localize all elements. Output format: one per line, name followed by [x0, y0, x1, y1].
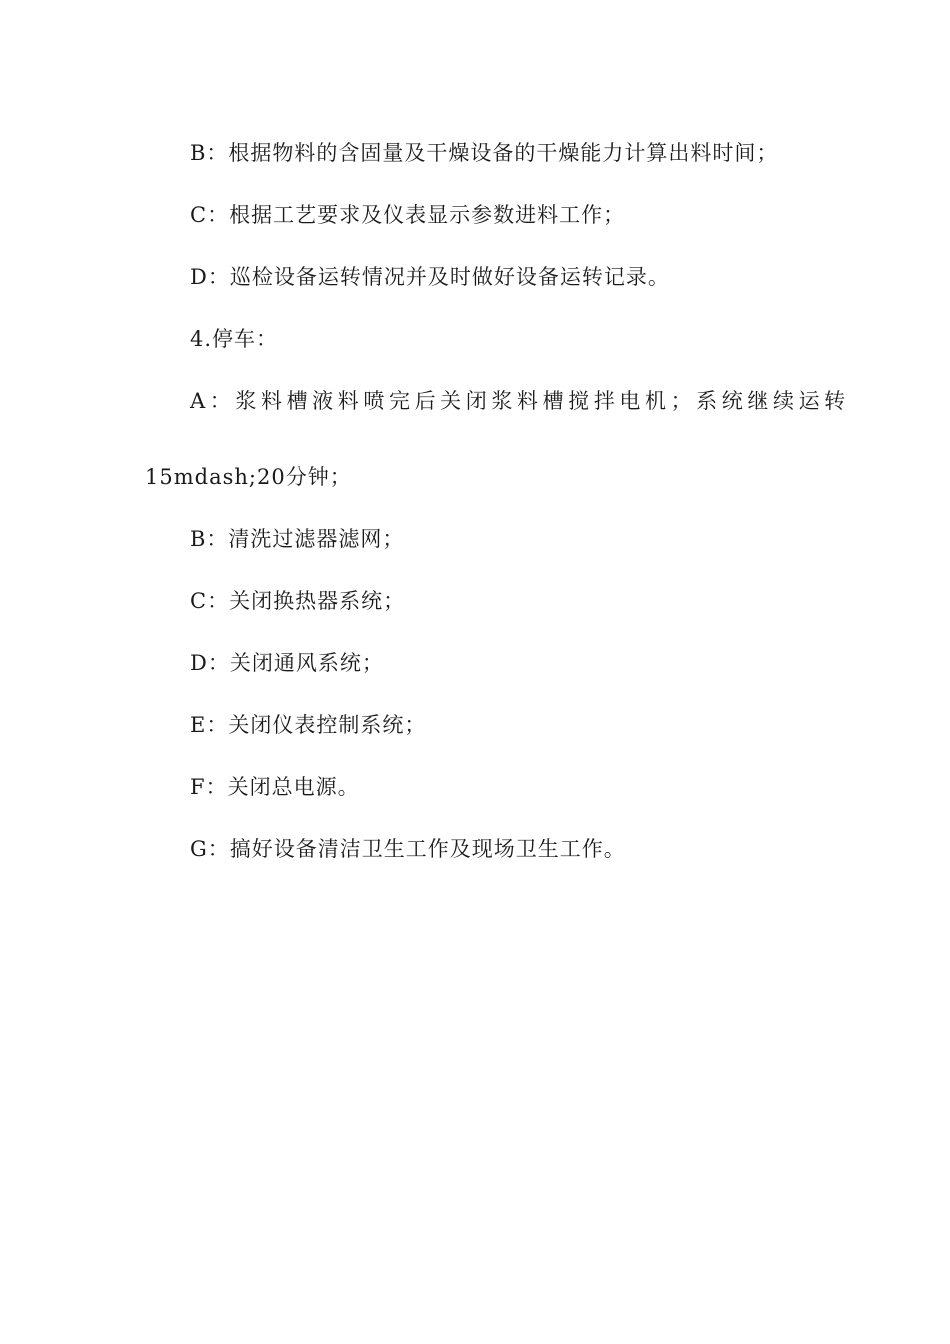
shutdown-step-a-continued: 15mdash;20分钟； — [145, 465, 352, 489]
shutdown-step-e: E：关闭仪表控制系统； — [190, 713, 427, 737]
shutdown-step-c: C：关闭换热器系统； — [190, 589, 406, 613]
section-heading-shutdown: 4.停车： — [190, 327, 279, 351]
shutdown-step-a: A：浆料槽液料喷完后关闭浆料槽搅拌电机；系统继续运转 — [190, 389, 850, 413]
step-b-output-time: B：根据物料的含固量及干燥设备的干燥能力计算出料时间； — [190, 141, 779, 165]
shutdown-step-b: B：清洗过滤器滤网； — [190, 527, 405, 551]
step-d-inspection: D：巡检设备运转情况并及时做好设备运转记录。 — [190, 265, 670, 289]
shutdown-step-f: F：关闭总电源。 — [190, 775, 360, 799]
step-c-feed-work: C：根据工艺要求及仪表显示参数进料工作； — [190, 203, 626, 227]
shutdown-step-g: G：搞好设备清洁卫生工作及现场卫生工作。 — [190, 837, 626, 861]
shutdown-step-d: D：关闭通风系统； — [190, 651, 384, 675]
